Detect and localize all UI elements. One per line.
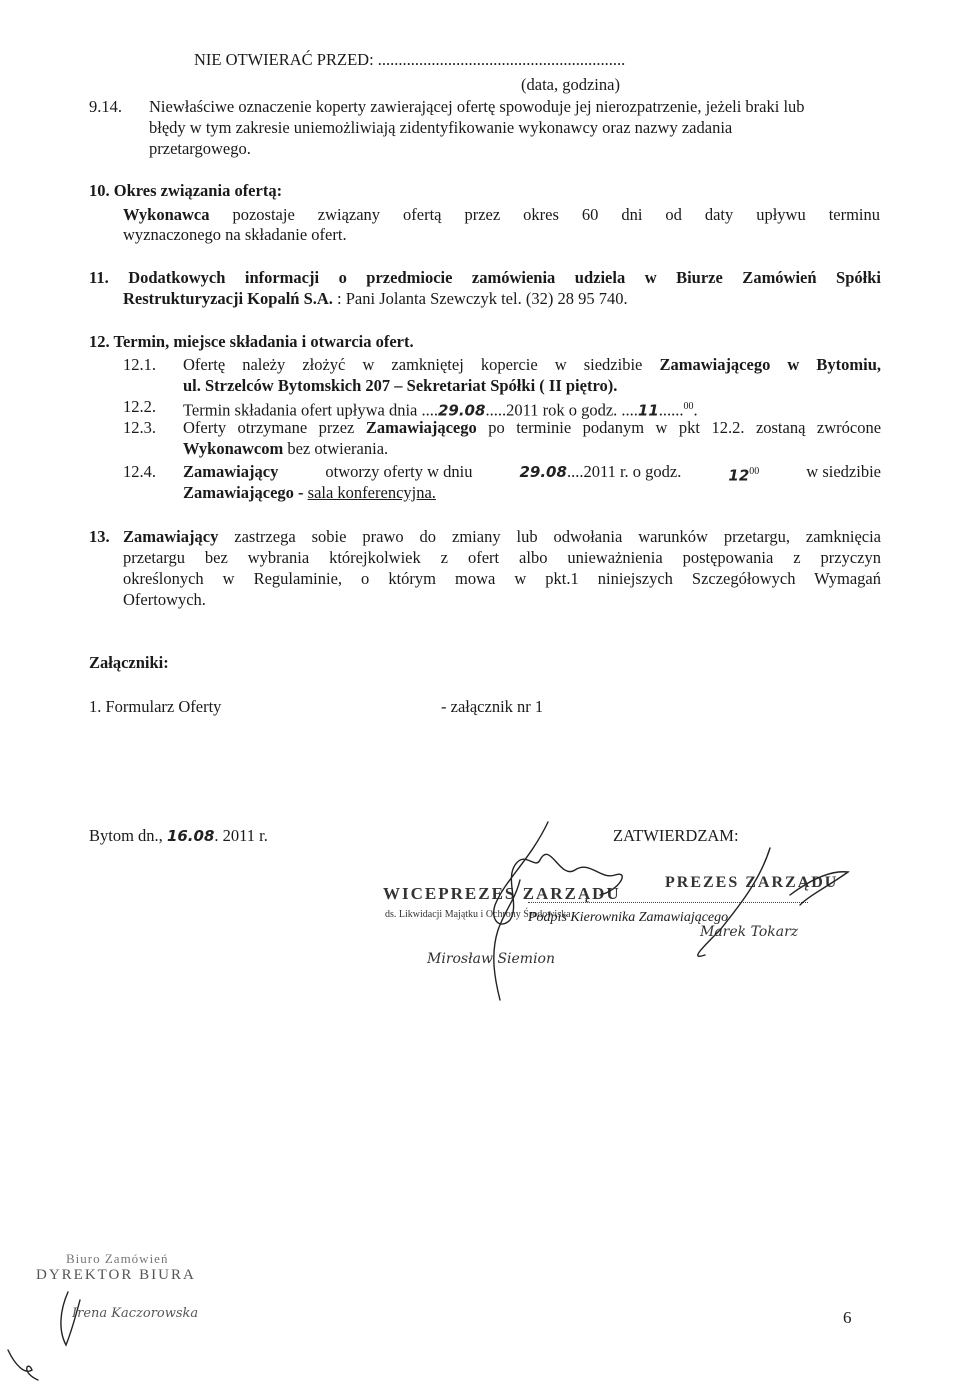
vice-president-stamp-sub: ds. Likwidacji Majątku i Ochrony Środowiska (385, 909, 571, 920)
section-13-orderer: Zamawiający (123, 527, 219, 546)
attachment-1-name: 1. Formularz Oferty (89, 697, 222, 716)
paragraph-number-9-14: 9.14. (89, 97, 122, 116)
item-12-4-number: 12.4. (123, 462, 156, 481)
item-12-1-place: Zamawiającego w Bytomiu, (659, 355, 882, 374)
item-12-1-text: Ofertę należy złożyć w zamkniętej kopercie w siedzibie (183, 355, 643, 374)
item-12-4-text3: w siedzibie (806, 462, 881, 481)
section-13-number: 13. (89, 527, 110, 546)
place-date-text: Bytom dn., (89, 826, 167, 845)
p914-line2: błędy w tym zakresie uniemożliwiają zidentyfikowanie wykonawcy oraz nazwy zadania (149, 118, 733, 137)
company-name: Restrukturyzacji Kopalń S.A. (123, 289, 333, 308)
item-12-2-text: Termin składania ofert upływa dnia .... (183, 400, 438, 420)
item-12-4-dash: - (298, 483, 304, 502)
p914-line1: Niewłaściwe oznaczenie koperty zawierającej ofertę spowoduje jej nierozpatrzenie, jeżeli braki lub (149, 97, 805, 116)
item-12-3-text3: bez otwierania. (287, 439, 389, 458)
contact-person: : Pani Jolanta Szewczyk tel. (32) 28 95 740. (337, 289, 628, 308)
president-stamp: PREZES ZARZĄDU (665, 874, 839, 891)
item-12-2-minutes: 00 (683, 401, 694, 412)
office-director-name: Irena Kaczorowska (72, 1306, 199, 1321)
item-12-4-orderer: Zamawiający (183, 462, 279, 481)
item-12-3-contractors: Wykonawcom (183, 439, 284, 458)
place-date-year: . 2011 r. (214, 826, 268, 845)
p914-line3: przetargowego. (149, 139, 251, 158)
section-10-line1-text: pozostaje związany ofertą przez okres 60 dni od daty upływu terminu (232, 205, 881, 224)
handwritten-submission-hour: 11 (637, 401, 659, 420)
vice-president-name: Mirosław Siemion (427, 951, 555, 967)
contractor-term: Wykonawca (123, 205, 210, 224)
section-10-title: 10. Okres związania ofertą: (89, 181, 283, 200)
vp-signature-stroke (494, 822, 623, 924)
signature-caption: Podpis Kierownika Zamawiającego (528, 910, 729, 925)
section-12-title: 12. Termin, miejsce składania i otwarcia ofert. (89, 332, 414, 351)
item-12-4-text: otworzy oferty w dniu (325, 462, 473, 481)
item-12-3-text: Oferty otrzymane przez (183, 418, 355, 437)
attachments-title: Załączniki: (89, 653, 169, 672)
section-13-line4: Ofertowych. (123, 590, 206, 609)
do-not-open-line: NIE OTWIERAĆ PRZED: ............................................................ (194, 50, 626, 69)
page-number: 6 (843, 1308, 852, 1327)
handwritten-opening-hour: 12 (728, 466, 750, 485)
corner-initials (8, 1350, 38, 1380)
item-12-4-place: Zamawiającego (183, 483, 294, 502)
section-10-line2: wyznaczonego na składanie ofert. (123, 225, 347, 244)
president-signature-flourish (790, 872, 848, 905)
item-12-3-orderer: Zamawiającego (365, 418, 477, 437)
item-12-2-text2: .....2011 rok o godz. .... (485, 400, 638, 420)
president-signature-stroke (698, 848, 770, 956)
approve-label: ZATWIERDZAM: (613, 826, 739, 845)
vice-president-stamp: WICEPREZES ZARZĄDU (383, 884, 621, 903)
item-12-4-text2: ....2011 r. o godz. (566, 462, 682, 481)
attachment-1-ref: - załącznik nr 1 (441, 697, 544, 716)
section-13-line2: przetargu bez wybrania którejkolwiek z ofert albo unieważnienia postępowania z przyczyn (123, 548, 881, 567)
date-hint: (data, godzina) (521, 75, 620, 94)
handwritten-submission-date: 29.08 (437, 401, 486, 420)
item-12-2-end: . (693, 400, 698, 420)
item-12-3-text2: po terminie podanym w pkt 12.2. zostaną zwrócone (488, 418, 882, 437)
handwritten-signing-date: 16.08 (166, 827, 215, 845)
section-11-line1: 11. Dodatkowych informacji o przedmiocie zamówienia udziela w Biurze Zamówień Spółki (89, 268, 881, 287)
handwritten-opening-date: 29.08 (519, 463, 567, 481)
office-stamp-line2: DYREKTOR BIURA (36, 1267, 196, 1283)
conference-room: sala konferencyjna. (307, 483, 436, 502)
item-12-2-dots: ...... (658, 400, 684, 420)
section-13-line3: określonych w Regulaminie, o którym mowa w pkt.1 niniejszych Szczegółowych Wymagań (123, 569, 881, 588)
item-12-1-number: 12.1. (123, 355, 156, 374)
item-12-2-number: 12.2. (123, 397, 156, 416)
item-12-1-line2: ul. Strzelców Bytomskich 207 – Sekretariat Spółki ( II piętro). (183, 376, 618, 395)
president-name: Marek Tokarz (700, 924, 799, 940)
item-12-3-number: 12.3. (123, 418, 156, 437)
item-12-4-minutes: 00 (749, 466, 760, 477)
office-stamp-line1: Biuro Zamówień (66, 1251, 169, 1266)
section-13-text1: zastrzega sobie prawo do zmiany lub odwołania warunków przetargu, zamknięcia (234, 527, 882, 546)
